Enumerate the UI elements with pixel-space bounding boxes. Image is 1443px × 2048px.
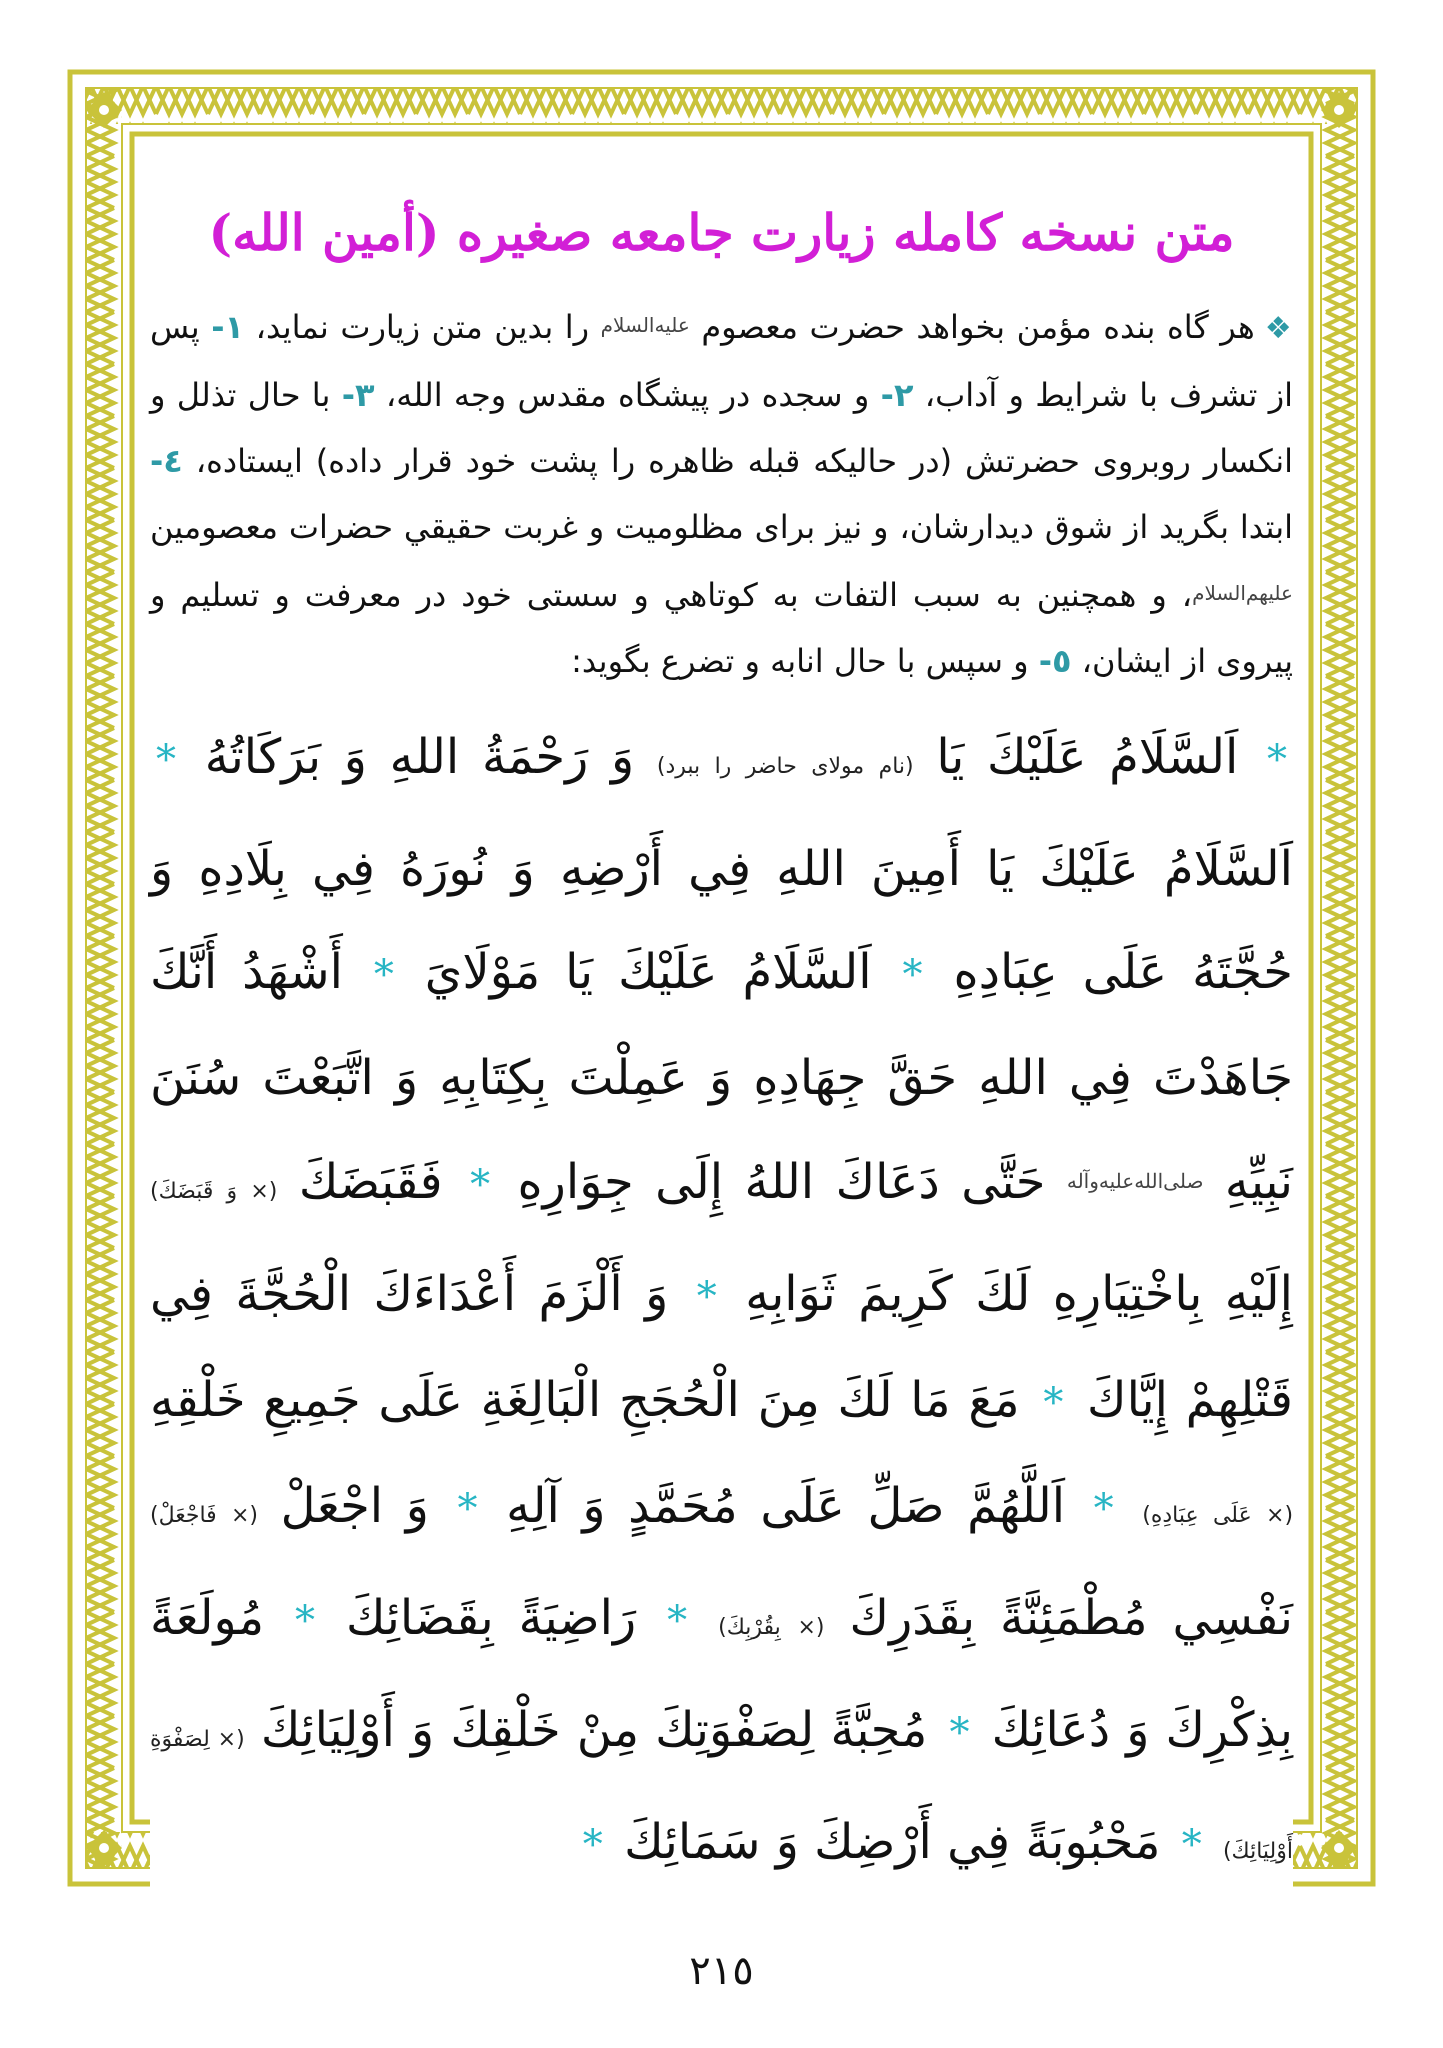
variant-note: (× بِقُرْبِكَ) — [718, 1615, 825, 1640]
star-separator-icon: * — [1093, 1486, 1114, 1532]
ziyarat-text — [150, 706, 1293, 1903]
instruction-note: (نام مولاى حاضر را ببرد) — [656, 754, 914, 779]
star-separator-icon: * — [949, 1710, 970, 1756]
intro-text: و سجده در پيشگاه مقدس وجه الله، — [385, 376, 870, 414]
variant-note: (× لِصَفْوَةِ أَوْلِيَائِكَ) — [150, 1727, 1293, 1864]
star-separator-icon: * — [1267, 737, 1288, 783]
arabic-phrase: مَعَ مَا لَكَ مِنَ الْحُجَجِ الْبَالِغَةِ عَلَى جَمِيعِ خَلْقِهِ — [150, 1372, 1020, 1428]
star-separator-icon: * — [582, 1822, 603, 1868]
intro-text: پس از تشرف با شرايط و آداب، — [150, 308, 1294, 414]
intro-text: ابتدا بگريد از شوق ديدارشان، و نيز براى مظلوميت و غربت حقيقي حضرات معصومين — [150, 508, 1293, 546]
intro-text: و سپس با حال انابه و تضرع بگويد: — [571, 642, 1029, 680]
arabic-phrase: نَفْسِي مُطْمَئِنَّةً بِقَدَرِكَ — [849, 1590, 1294, 1646]
arabic-phrase: إِلَيْهِ بِاخْتِيَارِهِ لَكَ كَرِيمَ ثَوَابِهِ — [745, 1266, 1293, 1322]
star-separator-icon: * — [696, 1274, 717, 1320]
intro-text: را بدين متن زيارت نمايد، — [255, 308, 590, 346]
page-number: ٢١٥ — [689, 1948, 754, 1994]
intro-text: ، و همچنين به سبب التفات به كوتاهي و سستى خود در معرفت و تسليم و پيروى از ايشان، — [150, 576, 1293, 680]
page-title: متن نسخه كامله زيارت جامعه صغيره (أمين الله) — [208, 203, 1235, 262]
star-separator-icon: * — [902, 952, 923, 998]
page-content — [150, 178, 1293, 1888]
step-number: ٤- — [150, 442, 183, 480]
arabic-phrase: وَ أَلْزَمَ أَعْدَاءَكَ الْحُجَّةَ فِي قَتْلِهِمْ إِيَّاكَ — [150, 1266, 1293, 1428]
intro-text: هر گاه بنده مؤمن بخواهد حضرت معصوم — [701, 308, 1255, 346]
intro-text: با حال تذلل و انكسار روبروی حضرتش (در حاليكه قبله ظاهره را پشت خود قرار داده) ايستاده، — [150, 376, 1294, 480]
variant-note: (× وَ قَبَضَكَ) — [150, 1179, 278, 1204]
step-number: ٣- — [341, 376, 375, 414]
variant-note: (× عَلَى عِبَادِهِ) — [1142, 1503, 1294, 1528]
honorific: عليهم‌السلام — [1192, 581, 1293, 605]
honorific: صلى‌الله‌عليه‌وآله — [1066, 1169, 1204, 1193]
arabic-phrase: اَلسَّلَامُ عَلَيْكَ يَا أَمِينَ اللهِ فِي أَرْضِهِ وَ نُورَهُ فِي بِلَادِهِ وَ حُجَّتَهُ عَلَى عِبَادِهِ — [150, 841, 1293, 1000]
arabic-phrase: حَتَّى دَعَاكَ اللهُ إِلَى جِوَارِهِ — [517, 1154, 1046, 1210]
arabic-phrase: وَ رَحْمَةُ اللهِ وَ بَرَكَاتُهُ — [204, 729, 635, 785]
star-separator-icon: * — [667, 1598, 688, 1644]
variant-note: (× فَاجْعَلْ) — [150, 1503, 259, 1528]
step-number: ٢- — [880, 376, 914, 414]
arabic-phrase: اَلسَّلَامُ عَلَيْكَ يَا مَوْلَايَ — [424, 944, 872, 1000]
arabic-phrase: وَ اجْعَلْ — [280, 1478, 429, 1534]
arabic-phrase: رَاضِيَةً بِقَضَائِكَ — [346, 1590, 637, 1646]
arabic-phrase: اَلسَّلَامُ عَلَيْكَ يَا — [936, 729, 1239, 785]
star-separator-icon: * — [156, 737, 176, 783]
star-separator-icon: * — [1181, 1822, 1202, 1868]
arabic-phrase: أَشْهَدُ أَنَّكَ جَاهَدْتَ فِي اللهِ حَقَّ جِهَادِهِ وَ عَمِلْتَ بِكِتَابِهِ وَ اتَّبَعْتَ سُنَنَ نَبِيِّهِ — [150, 944, 1294, 1210]
honorific: عليه‌السلام — [600, 313, 690, 337]
arabic-phrase: فَقَبَضَكَ — [298, 1154, 443, 1210]
star-separator-icon: * — [373, 952, 394, 998]
star-separator-icon: * — [470, 1162, 491, 1208]
arabic-phrase: مَحْبُوبَةً فِي أَرْضِكَ وَ سَمَائِكَ — [624, 1814, 1161, 1870]
intro-paragraph — [150, 292, 1293, 694]
diamond-bullet-icon: ❖ — [1264, 311, 1294, 346]
step-number: ٥- — [1038, 642, 1072, 680]
arabic-phrase: اَللَّهُمَّ صَلِّ عَلَى مُحَمَّدٍ وَ آلِهِ — [506, 1478, 1066, 1534]
star-separator-icon: * — [1043, 1380, 1064, 1426]
step-number: ١- — [211, 308, 245, 346]
arabic-phrase: مُحِبَّةً لِصَفْوَتِكَ مِنْ خَلْقِكَ وَ أَوْلِيَائِكَ — [260, 1702, 928, 1758]
arabic-phrase: مُولَعَةً بِذِكْرِكَ وَ دُعَائِكَ — [150, 1590, 1293, 1758]
star-separator-icon: * — [295, 1598, 316, 1644]
star-separator-icon: * — [457, 1486, 478, 1532]
